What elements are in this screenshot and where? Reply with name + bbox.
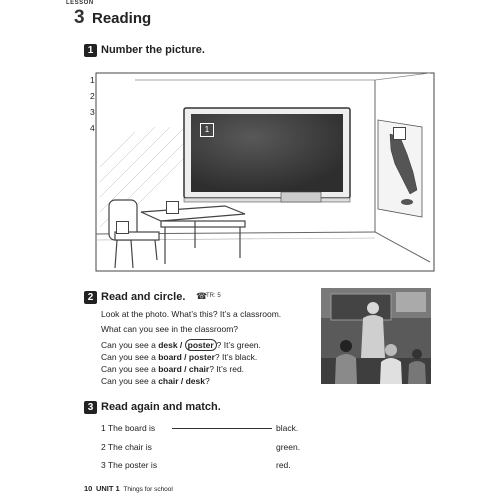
option-desk[interactable]: desk <box>185 376 205 386</box>
lesson-label: LESSON <box>66 0 94 6</box>
exercise-2-title: Read and circle. <box>101 291 186 303</box>
option-chair[interactable]: chair <box>188 364 210 374</box>
poster-number-box[interactable] <box>393 127 406 140</box>
classroom-illustration <box>95 72 435 272</box>
exercise-3-title: Read again and match. <box>101 401 221 413</box>
unit-label: UNIT 1 <box>95 484 120 493</box>
match-left-2: 2 The chair is <box>101 442 152 452</box>
page-footer <box>84 484 173 493</box>
option-chair[interactable]: chair <box>158 376 179 386</box>
circle-line-4: Can you see a chair / desk? <box>101 376 210 386</box>
circle-line-2: Can you see a board / poster? It’s black. <box>101 352 258 362</box>
exercise-3-badge: 3 <box>84 401 97 414</box>
page-number: 10 <box>84 484 93 493</box>
circle-line-3: Can you see a board / chair? It’s red. <box>101 364 245 374</box>
exercise-2-badge: 2 <box>84 291 97 304</box>
exercise-1-title: Number the picture. <box>101 44 205 56</box>
lesson-number: 3 <box>74 7 85 28</box>
item-number: 2 <box>90 91 95 101</box>
match-right-1: black. <box>276 423 299 433</box>
item-number: 3 <box>90 107 95 117</box>
track-number: TR: 5 <box>206 293 221 299</box>
blackboard-number-box: 1 <box>200 123 214 137</box>
option-board[interactable]: board <box>158 364 182 374</box>
match-line-example <box>172 428 272 429</box>
match-left-3: 3 The poster is <box>101 460 158 470</box>
chair-number-box[interactable] <box>116 221 129 234</box>
option-board[interactable]: board <box>158 352 182 362</box>
item-number: 4 <box>90 123 95 133</box>
match-right-2: green. <box>276 442 301 452</box>
headphones-icon[interactable]: ☎ <box>196 291 208 301</box>
option-desk[interactable]: desk <box>158 340 178 350</box>
desk-number-box[interactable] <box>166 201 179 214</box>
option-poster[interactable]: poster <box>188 352 215 362</box>
exercise-2-intro: Look at the photo. What’s this? It’s a classroom. <box>101 309 282 319</box>
circle-line-1: Can you see a desk / poster ? It’s green. <box>101 340 261 350</box>
option-poster-circled[interactable]: poster <box>185 339 217 351</box>
item-number: 1 <box>90 75 95 85</box>
unit-topic: Things for school <box>123 486 173 493</box>
classroom-photo <box>321 288 431 384</box>
lesson-title: Reading <box>92 10 152 27</box>
match-right-3: red. <box>276 460 291 470</box>
match-left-1: 1 The board is <box>101 423 156 433</box>
exercise-2-question: What can you see in the classroom? <box>101 324 239 334</box>
exercise-1-badge: 1 <box>84 44 97 57</box>
